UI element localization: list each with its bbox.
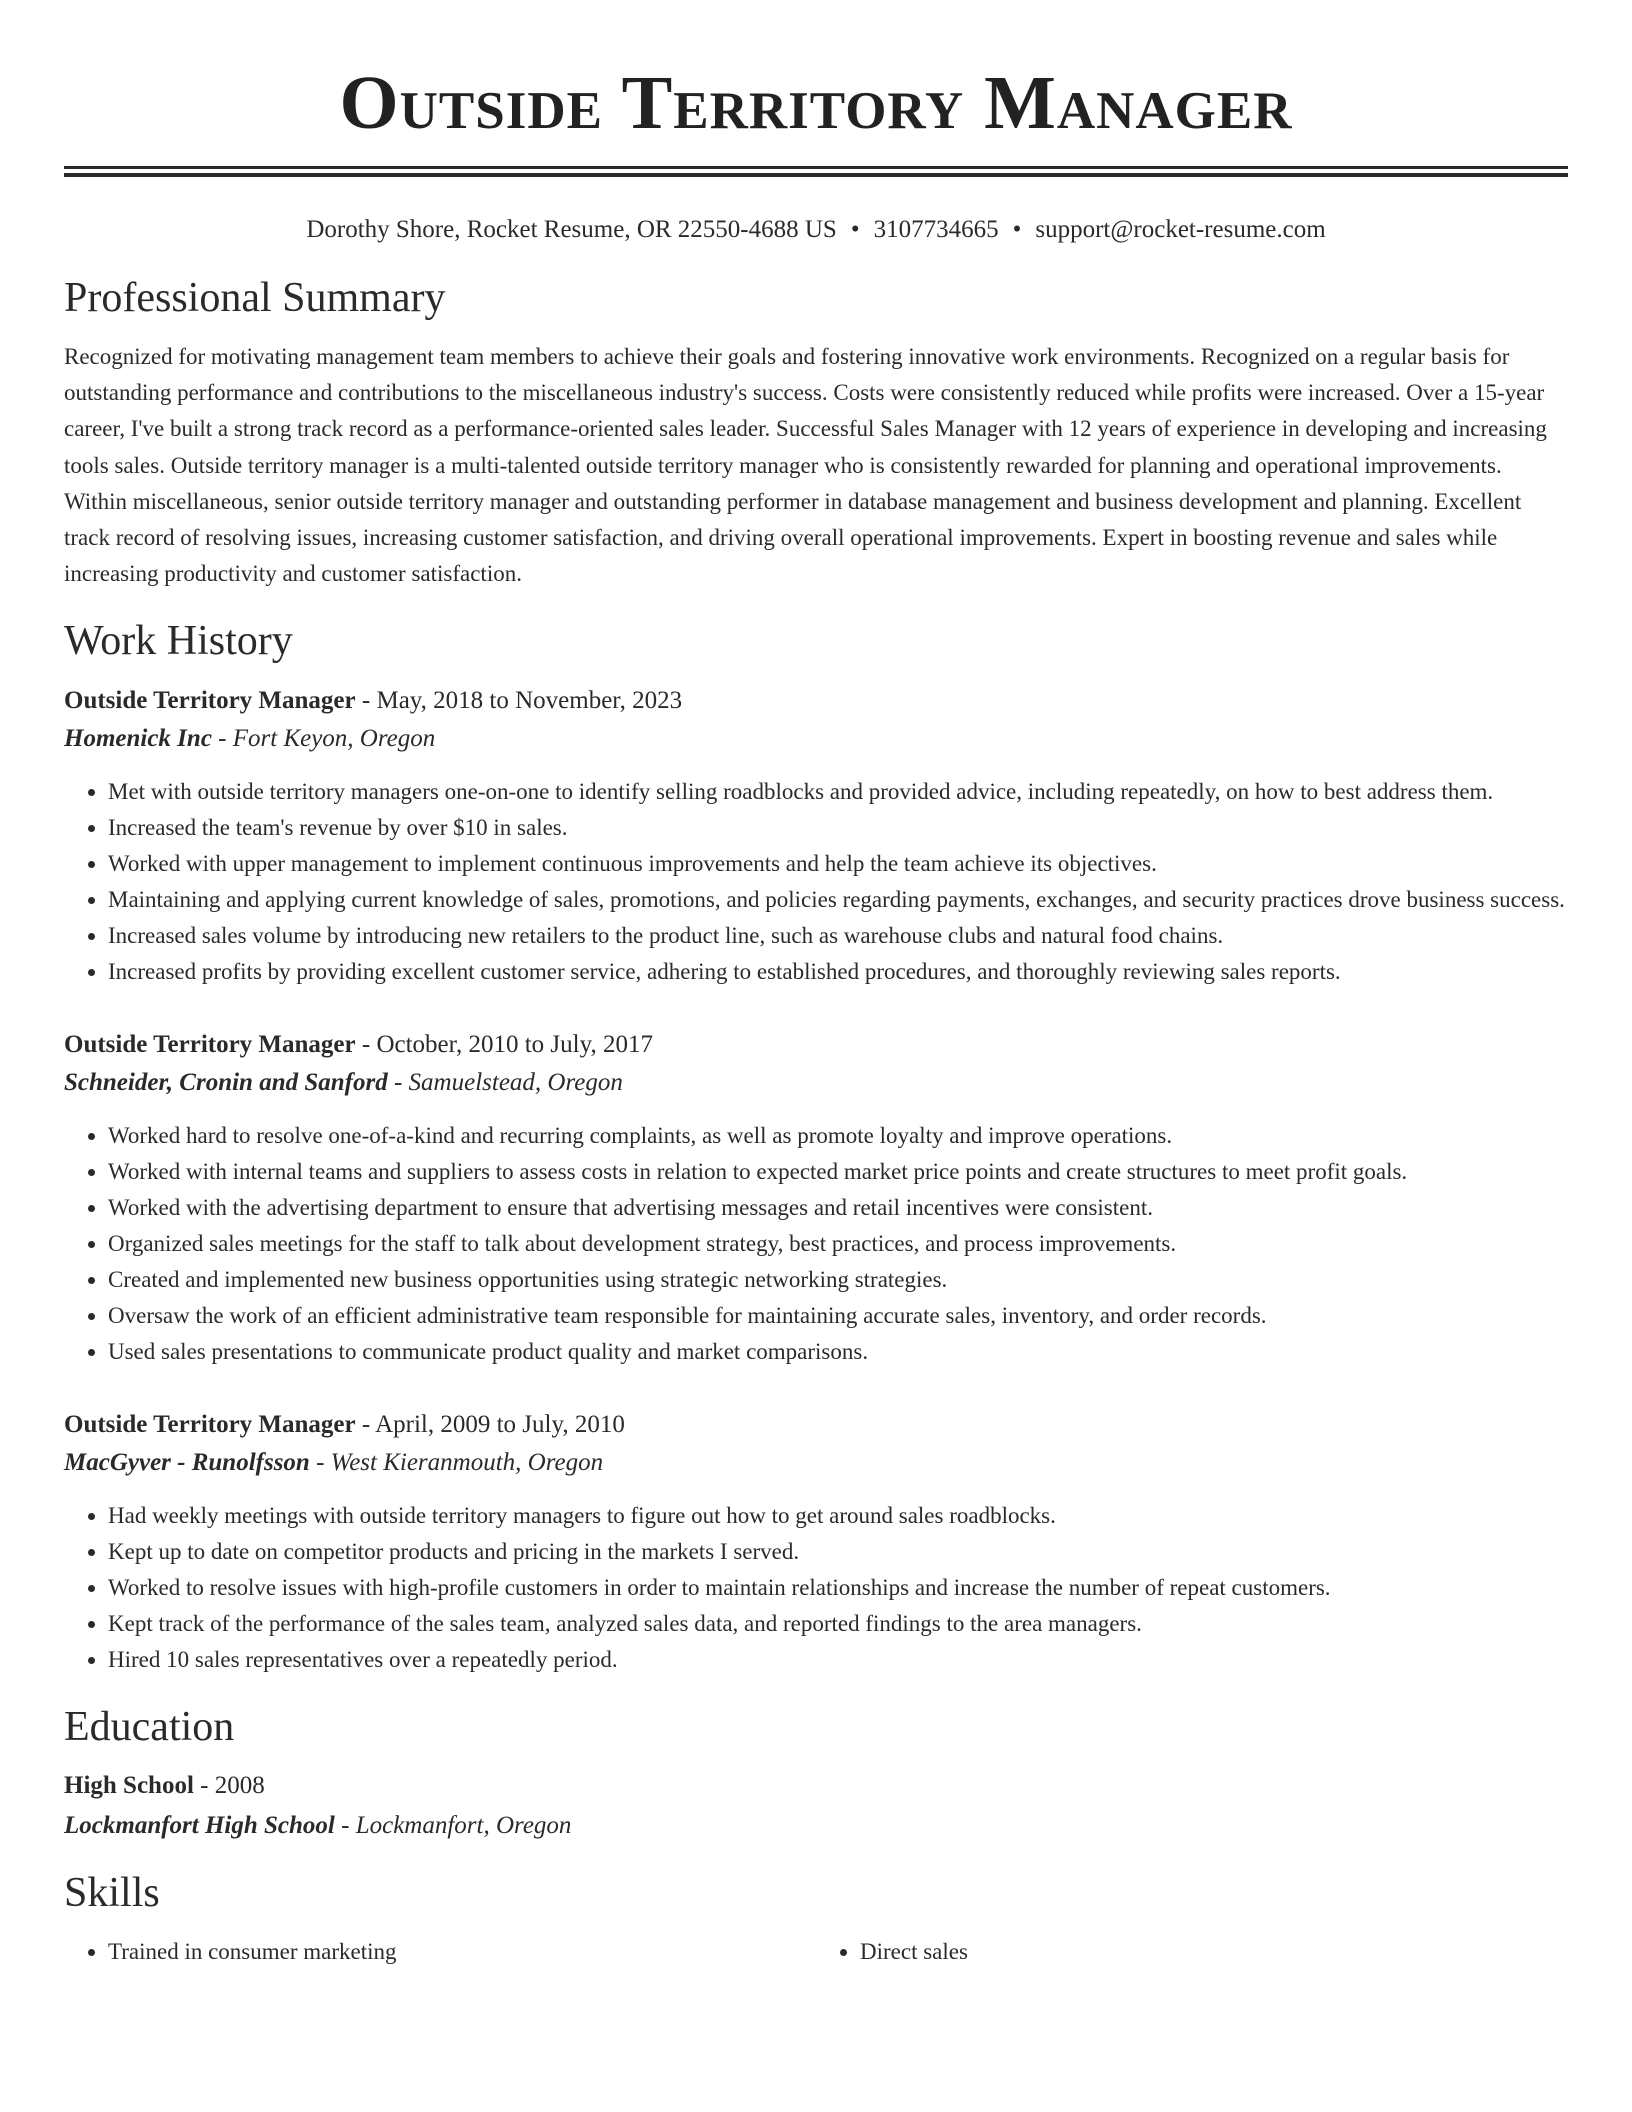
education-school: Lockmanfort High School <box>64 1812 335 1840</box>
contact-email: support@rocket-resume.com <box>1035 216 1326 243</box>
skills-list <box>64 1934 1568 1970</box>
title-divider <box>64 166 1568 177</box>
work-history-heading: Work History <box>64 618 293 665</box>
contact-address: Dorothy Shore, Rocket Resume, OR 22550-4688 US <box>306 216 837 243</box>
job-bullet: • Worked with upper management to implement continuous improvements and help the team achieve its objectives. <box>108 846 1568 882</box>
job-bullet: • Increased the team's revenue by over $10 in sales. <box>108 810 1568 846</box>
job-company: MacGyver - Runolfsson <box>64 1449 310 1477</box>
skills-heading: Skills <box>64 1870 160 1917</box>
resume-title: Outside Territory Manager <box>339 61 1293 145</box>
job-bullet: • Had weekly meetings with outside territory managers to figure out how to get around sales roadblocks. <box>108 1498 1568 1534</box>
job-bullet: • Worked with the advertising department to ensure that advertising messages and retail incentives were consistent. <box>108 1190 1568 1226</box>
skill-item: • Trained in consumer marketing <box>108 1934 816 1970</box>
job-role: Outside Territory Manager <box>64 1031 356 1059</box>
education-degree-line <box>64 1766 1568 1806</box>
job-company-line <box>64 720 1568 758</box>
job-bullet: • Organized sales meetings for the staff to talk about development strategy, best practices, and process improvements. <box>108 1226 1568 1262</box>
contact-separator: • <box>1012 216 1022 243</box>
education-school-line <box>64 1806 1568 1846</box>
job-bullet: • Met with outside territory managers one-on-one to identify selling roadblocks and provided advice, including repeatedly, on how to best address them. <box>108 774 1568 810</box>
contact-line <box>64 213 1568 247</box>
contact-separator: • <box>850 216 860 243</box>
job-bullets <box>64 774 1568 990</box>
job-bullet: • Oversaw the work of an efficient administrative team responsible for maintaining accurate sales, inventory, and order records. <box>108 1298 1568 1334</box>
skills-column-right <box>816 1934 1568 1970</box>
job-dates: - April, 2009 to July, 2010 <box>355 1411 625 1439</box>
job-location: - Fort Keyon, Oregon <box>211 725 436 753</box>
summary-text: Recognized for motivating management team members to achieve their goals and fostering innovative work environments. Recognized on a regular basis for outstanding performance and contributions to the miscellaneous industry's success. Costs were consistently reduced while profits were increased. Over a 15-year career, I've built a strong track record as a performance-oriented sales leader. Successful Sales Manager with 12 years of experience in developing and increasing tools sales. Outside territory manager is a multi-talented outside territory manager who is consistently rewarded for planning and operational improvements. Within miscellaneous, senior outside territory manager and outstanding performer in database management and business development and planning. Excellent track record of resolving issues, increasing customer satisfaction, and driving overall operational improvements. Expert in boosting revenue and sales while increasing productivity and customer satisfaction. <box>64 344 1547 587</box>
job-bullet: • Worked hard to resolve one-of-a-kind and recurring complaints, as well as promote loyalty and improve operations. <box>108 1118 1568 1154</box>
job-company-line <box>64 1444 1568 1482</box>
job-bullet: • Worked to resolve issues with high-profile customers in order to maintain relationships and increase the number of repeat customers. <box>108 1570 1568 1606</box>
education-heading: Education <box>64 1704 235 1751</box>
skill-item: • Direct sales <box>860 1934 1568 1970</box>
job-bullet: • Maintaining and applying current knowledge of sales, promotions, and policies regarding payments, exchanges, and security practices drove business success. <box>108 882 1568 918</box>
contact-phone: 3107734665 <box>873 216 999 243</box>
job-location: - West Kieranmouth, Oregon <box>309 1449 604 1477</box>
skills-column-left <box>64 1934 816 1970</box>
education-entry <box>64 1766 1568 1846</box>
job-title-line <box>64 1406 1568 1444</box>
job-entry <box>64 1406 1568 1678</box>
job-location: - Samuelstead, Oregon <box>387 1069 623 1097</box>
job-title-line <box>64 682 1568 720</box>
job-entry <box>64 682 1568 990</box>
job-role: Outside Territory Manager <box>64 1411 356 1439</box>
job-title-line <box>64 1026 1568 1064</box>
job-bullet: • Worked with internal teams and suppliers to assess costs in relation to expected market price points and create structures to meet profit goals. <box>108 1154 1568 1190</box>
job-bullet: • Hired 10 sales representatives over a repeatedly period. <box>108 1642 1568 1678</box>
education-location: - Lockmanfort, Oregon <box>334 1812 572 1840</box>
education-year: - 2008 <box>193 1772 265 1800</box>
job-bullet: • Used sales presentations to communicate product quality and market comparisons. <box>108 1334 1568 1370</box>
job-bullet: • Created and implemented new business opportunities using strategic networking strategies. <box>108 1262 1568 1298</box>
job-bullet: • Increased sales volume by introducing new retailers to the product line, such as warehouse clubs and natural food chains. <box>108 918 1568 954</box>
job-company-line <box>64 1064 1568 1102</box>
job-dates: - May, 2018 to November, 2023 <box>355 687 683 715</box>
job-entry <box>64 1026 1568 1370</box>
job-role: Outside Territory Manager <box>64 687 356 715</box>
job-bullets <box>64 1118 1568 1370</box>
job-bullets <box>64 1498 1568 1678</box>
job-company: Schneider, Cronin and Sanford <box>64 1069 388 1097</box>
job-bullet: • Kept up to date on competitor products and pricing in the markets I served. <box>108 1534 1568 1570</box>
job-bullet: • Increased profits by providing excellent customer service, adhering to established procedures, and thoroughly reviewing sales reports. <box>108 954 1568 990</box>
summary-heading: Professional Summary <box>64 275 446 321</box>
education-degree: High School <box>64 1772 194 1800</box>
job-bullet: • Kept track of the performance of the sales team, analyzed sales data, and reported findings to the area managers. <box>108 1606 1568 1642</box>
job-dates: - October, 2010 to July, 2017 <box>355 1031 653 1059</box>
job-company: Homenick Inc <box>64 725 212 753</box>
